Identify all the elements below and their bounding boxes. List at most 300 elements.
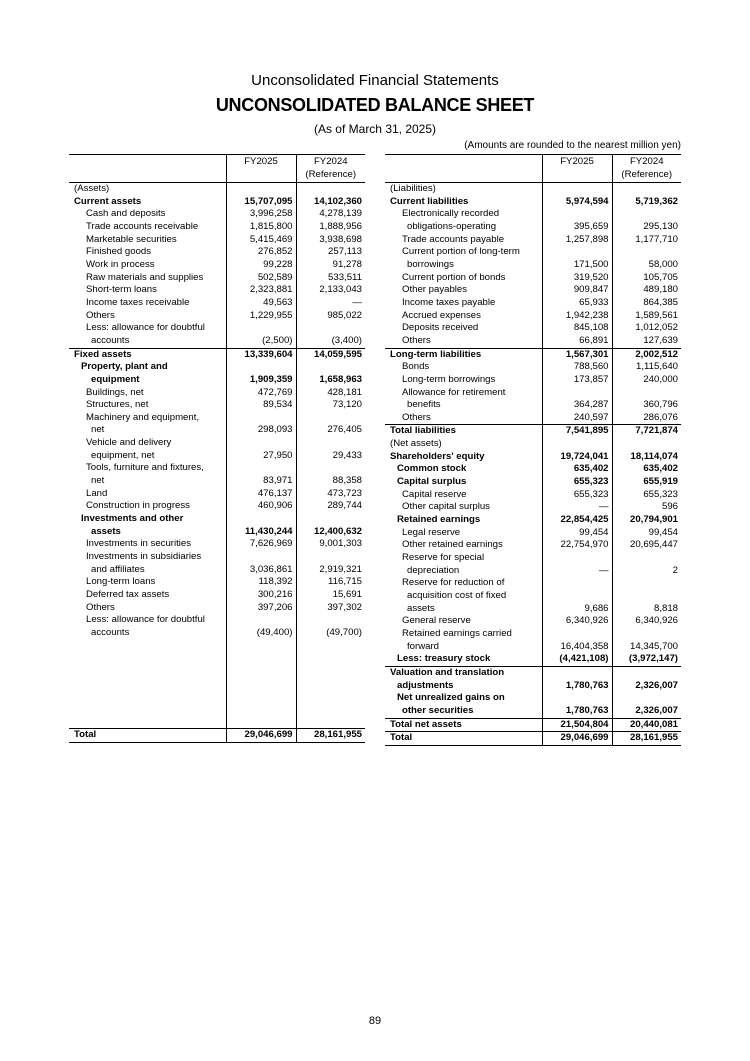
assets-fy2025-value — [226, 551, 296, 564]
assets-row — [69, 374, 365, 387]
liabilities-row — [385, 425, 681, 438]
liabilities-fy2024-value — [612, 628, 681, 641]
assets-row — [69, 589, 365, 602]
assets-fy2024-value: 88,358 — [332, 475, 362, 487]
assets-row-label: and affiliates — [69, 564, 226, 577]
liabilities-row — [385, 310, 681, 323]
assets-row-label: Land — [69, 488, 226, 501]
liabilities-row — [385, 284, 681, 297]
assets-fy2025-value: 13,339,604 — [226, 348, 296, 361]
liabilities-row-label: Total liabilities — [385, 425, 542, 438]
liabilities-fy2024-value: 58,000 — [648, 258, 678, 270]
assets-row-label: Structures, net — [69, 399, 226, 412]
assets-row — [69, 183, 365, 196]
assets-row-label: Short-term loans — [69, 284, 226, 297]
assets-fy2025-value: 15,707,095 — [226, 196, 296, 209]
liabilities-fy2025-value: 171,500 — [542, 259, 612, 272]
assets-row-label: Investments in securities — [69, 538, 226, 551]
liabilities-row — [385, 234, 681, 247]
assets-fy2025-value: 29,046,699 — [226, 729, 296, 743]
assets-fy2024-value: 1,658,963 — [319, 373, 362, 385]
assets-fy2024-value: 15,691 — [332, 589, 362, 600]
liabilities-row — [385, 514, 681, 527]
liabilities-row-label: General reserve — [385, 615, 542, 628]
liabilities-row — [385, 183, 681, 196]
assets-fy2025-value — [226, 513, 296, 526]
liabilities-fy2024-value — [612, 552, 681, 565]
assets-row-label: assets — [69, 526, 226, 539]
liabilities-fy2025-value: 635,402 — [542, 463, 612, 476]
liabilities-fy2024-value — [612, 577, 681, 590]
assets-row-label: Total — [69, 729, 226, 743]
liabilities-fy2025-value — [542, 246, 612, 259]
assets-fy2025-value — [226, 614, 296, 627]
liabilities-fy2024-value: 286,076 — [643, 411, 678, 423]
assets-row-label: Finished goods — [69, 246, 226, 259]
liabilities-fy2025-value: 845,108 — [542, 322, 612, 335]
assets-row — [69, 284, 365, 297]
liabilities-row — [385, 590, 681, 603]
liabilities-row-label: Net unrealized gains on — [385, 692, 542, 705]
assets-fy2025-value: 1,909,359 — [226, 374, 296, 387]
liabilities-fy2024-value: 28,161,955 — [612, 732, 681, 746]
statement-subtitle: Unconsolidated Financial Statements — [251, 72, 499, 89]
assets-fy2025-value: 3,996,258 — [226, 208, 296, 221]
liabilities-fy2025-value: 99,454 — [542, 527, 612, 540]
liabilities-fy2025-value: 909,847 — [542, 284, 612, 297]
assets-row-label: Trade accounts receivable — [69, 221, 226, 234]
liabilities-row-label: Current portion of bonds — [385, 272, 542, 285]
liabilities-fy2025-header: FY2025 — [542, 155, 612, 183]
assets-fy2024-value — [296, 551, 365, 564]
liabilities-fy2025-value: — — [542, 501, 612, 514]
liabilities-row-label: Accrued expenses — [385, 310, 542, 323]
assets-row — [69, 450, 365, 463]
assets-fy2024-value: 4,278,139 — [319, 208, 362, 220]
liabilities-fy2024-value — [612, 208, 681, 221]
assets-row-label: Fixed assets — [69, 348, 226, 361]
liabilities-row-label: forward — [385, 641, 542, 654]
assets-row — [69, 627, 365, 640]
liabilities-row — [385, 718, 681, 732]
liabilities-fy2025-value: 6,340,926 — [542, 615, 612, 628]
liabilities-fy2024-value: 655,323 — [643, 488, 678, 500]
assets-row — [69, 564, 365, 577]
liabilities-fy2025-value — [542, 552, 612, 565]
liabilities-fy2024-value: 14,345,700 — [629, 640, 678, 652]
assets-fy2024-value — [296, 703, 365, 716]
assets-fy2025-value — [226, 322, 296, 335]
liabilities-fy2025-value — [542, 666, 612, 679]
assets-fy2025-value: 5,415,469 — [226, 234, 296, 247]
assets-fy2024-value — [296, 652, 365, 665]
liabilities-row-label: other securities — [385, 705, 542, 718]
assets-fy2024-value: 1,888,956 — [319, 220, 362, 232]
liabilities-row — [385, 476, 681, 489]
assets-fy2025-value: 83,971 — [226, 475, 296, 488]
liabilities-fy2025-value: 319,520 — [542, 272, 612, 285]
assets-fy2025-value: 27,950 — [226, 450, 296, 463]
assets-fy2024-value: 116,715 — [328, 576, 362, 588]
liabilities-fy2025-value: (4,421,108) — [542, 653, 612, 666]
liabilities-fy2024-value: 1,589,561 — [635, 309, 678, 321]
liabilities-fy2024-value: 5,719,362 — [635, 195, 678, 207]
liabilities-row-label: depreciation — [385, 565, 542, 578]
assets-fy2024-value: 9,001,303 — [319, 538, 362, 550]
liabilities-fy2024-value — [612, 183, 681, 196]
liabilities-fy2025-value: 655,323 — [542, 489, 612, 502]
assets-row-label — [69, 716, 226, 729]
assets-fy2025-value — [226, 665, 296, 678]
liabilities-row — [385, 641, 681, 654]
assets-row-label — [69, 665, 226, 678]
liabilities-row-label: Capital reserve — [385, 489, 542, 502]
assets-fy2024-value: 2,133,043 — [319, 284, 362, 296]
liabilities-fy2024-value: 1,115,640 — [636, 361, 678, 373]
assets-row-label: Investments in subsidiaries — [69, 551, 226, 564]
assets-row-label: Current assets — [69, 196, 226, 209]
liabilities-row-label: Reserve for reduction of — [385, 577, 542, 590]
liabilities-fy2025-value: 7,541,895 — [542, 425, 612, 438]
liabilities-fy2024-value: 105,705 — [643, 271, 678, 283]
liabilities-row-label: Trade accounts payable — [385, 234, 542, 247]
liabilities-fy2024-value: 20,794,901 — [629, 514, 678, 526]
assets-row — [69, 272, 365, 285]
liabilities-header-row — [385, 155, 681, 183]
assets-row — [69, 322, 365, 335]
liabilities-row — [385, 463, 681, 476]
assets-fy2024-value: 28,161,955 — [296, 729, 365, 743]
liabilities-row-label: Current portion of long-term — [385, 246, 542, 259]
assets-row-label: Work in process — [69, 259, 226, 272]
liabilities-row-label: Total — [385, 732, 542, 746]
liabilities-fy2025-value: — — [542, 565, 612, 578]
liabilities-fy2024-value: 2,326,007 — [635, 704, 678, 716]
assets-fy2024-value — [296, 412, 365, 425]
liabilities-fy2025-value: 655,323 — [542, 476, 612, 489]
liabilities-table — [385, 154, 681, 746]
liabilities-row-label: Current liabilities — [385, 196, 542, 209]
assets-fy2024-value — [296, 462, 365, 475]
assets-fy2024-value: 29,433 — [332, 449, 362, 461]
liabilities-fy2024-value: 240,000 — [643, 373, 678, 385]
assets-fy2025-value — [226, 716, 296, 729]
liabilities-row-label: Legal reserve — [385, 527, 542, 540]
assets-row-label: equipment — [69, 374, 226, 387]
liabilities-fy2024-value: 596 — [661, 501, 678, 513]
assets-fy2025-value: 99,228 — [226, 259, 296, 272]
liabilities-row — [385, 653, 681, 666]
assets-fy2025-value — [226, 652, 296, 665]
liabilities-row — [385, 577, 681, 590]
liabilities-row — [385, 438, 681, 451]
liabilities-fy2025-value: 173,857 — [542, 374, 612, 387]
assets-fy2024-value — [296, 183, 365, 196]
liabilities-row — [385, 348, 681, 361]
assets-fy2025-value: 2,323,881 — [226, 284, 296, 297]
assets-fy2024-value: 428,181 — [327, 386, 362, 398]
assets-row — [69, 259, 365, 272]
liabilities-row-label: adjustments — [385, 680, 542, 693]
liabilities-row — [385, 666, 681, 679]
assets-fy2024-value: (3,400) — [331, 334, 362, 346]
liabilities-row — [385, 451, 681, 464]
liabilities-fy2025-value — [542, 590, 612, 603]
assets-row-label — [69, 652, 226, 665]
liabilities-row-label: Deposits received — [385, 322, 542, 335]
assets-fy2025-value — [226, 462, 296, 475]
liabilities-row — [385, 412, 681, 425]
liabilities-row-label: Reserve for special — [385, 552, 542, 565]
liabilities-fy2025-value: 16,404,358 — [542, 641, 612, 654]
liabilities-row — [385, 259, 681, 272]
assets-row — [69, 208, 365, 221]
assets-fy2025-header: FY2025 — [226, 155, 296, 183]
liabilities-row — [385, 615, 681, 628]
liabilities-fy2025-value: 1,567,301 — [542, 348, 612, 361]
liabilities-fy2025-value: 65,933 — [542, 297, 612, 310]
liabilities-row — [385, 501, 681, 514]
assets-fy2024-value: 14,102,360 — [313, 195, 362, 207]
assets-row — [69, 614, 365, 627]
assets-row-label: accounts — [69, 627, 226, 640]
assets-row-label: Less: allowance for doubtful — [69, 614, 226, 627]
assets-row-label: Investments and other — [69, 513, 226, 526]
assets-row-label: (Assets) — [69, 183, 226, 196]
assets-row — [69, 361, 365, 374]
liabilities-row-label: Shareholders' equity — [385, 451, 542, 464]
liabilities-fy2024-value: 20,440,081 — [612, 718, 681, 732]
assets-row — [69, 716, 365, 729]
assets-row — [69, 513, 365, 526]
assets-row — [69, 196, 365, 209]
assets-row-label: Tools, furniture and fixtures, — [69, 462, 226, 475]
assets-row-label: Less: allowance for doubtful — [69, 322, 226, 335]
liabilities-row — [385, 272, 681, 285]
liabilities-row — [385, 196, 681, 209]
liabilities-row-label: Others — [385, 335, 542, 348]
assets-row — [69, 387, 365, 400]
assets-fy2025-value — [226, 183, 296, 196]
liabilities-row-label: Bonds — [385, 361, 542, 374]
liabilities-row — [385, 539, 681, 552]
liabilities-fy2024-value: 127,639 — [643, 334, 678, 346]
assets-fy2025-value: 1,229,955 — [226, 310, 296, 323]
liabilities-row-label: Other payables — [385, 284, 542, 297]
liabilities-row — [385, 297, 681, 310]
assets-fy2024-value — [296, 665, 365, 678]
liabilities-row-label: Other retained earnings — [385, 539, 542, 552]
assets-row — [69, 500, 365, 513]
assets-fy2024-value: 397,302 — [327, 601, 362, 613]
assets-fy2025-value: 49,563 — [226, 297, 296, 310]
liabilities-fy2025-value: 22,854,425 — [542, 514, 612, 527]
assets-fy2025-value: 300,216 — [226, 589, 296, 602]
assets-row — [69, 246, 365, 259]
assets-row — [69, 399, 365, 412]
assets-table — [69, 154, 365, 743]
assets-fy2024-value: — — [352, 296, 362, 308]
assets-row — [69, 221, 365, 234]
liabilities-fy2024-value: 8,818 — [653, 602, 678, 614]
assets-row-label: Income taxes receivable — [69, 297, 226, 310]
assets-row — [69, 678, 365, 691]
liabilities-row-label: Income taxes payable — [385, 297, 542, 310]
liabilities-row — [385, 387, 681, 400]
liabilities-fy2024-value: 20,695,447 — [629, 539, 678, 551]
assets-fy2025-value: 460,906 — [226, 500, 296, 513]
assets-fy2024-value: 91,278 — [332, 258, 362, 270]
assets-row — [69, 690, 365, 703]
liabilities-row — [385, 565, 681, 578]
liabilities-row-label: (Net assets) — [385, 438, 542, 451]
liabilities-fy2024-value: 864,385 — [643, 296, 678, 308]
assets-row — [69, 576, 365, 589]
assets-fy2024-value — [296, 322, 365, 335]
assets-fy2024-value: 73,120 — [332, 399, 362, 411]
assets-fy2024-header: FY2024 (Reference) — [305, 156, 357, 180]
assets-label-header — [69, 155, 226, 183]
liabilities-fy2025-value: 9,686 — [542, 603, 612, 616]
assets-fy2025-value: (49,400) — [226, 627, 296, 640]
liabilities-row-label: Common stock — [385, 463, 542, 476]
statement-date: (As of March 31, 2025) — [313, 122, 437, 136]
assets-fy2025-value: 118,392 — [226, 576, 296, 589]
assets-row — [69, 538, 365, 551]
assets-row — [69, 526, 365, 539]
assets-fy2025-value: 276,852 — [226, 246, 296, 259]
assets-row-label: Buildings, net — [69, 387, 226, 400]
assets-fy2024-value: 985,022 — [327, 309, 362, 321]
liabilities-row — [385, 705, 681, 718]
liabilities-row-label: Long-term borrowings — [385, 374, 542, 387]
liabilities-fy2025-value — [542, 577, 612, 590]
liabilities-fy2024-header: FY2024 (Reference) — [621, 156, 673, 180]
assets-row — [69, 348, 365, 361]
liabilities-row-label: Long-term liabilities — [385, 348, 542, 361]
liabilities-row — [385, 399, 681, 412]
assets-fy2024-value: 2,919,321 — [319, 563, 362, 575]
liabilities-row-label: obligations-operating — [385, 221, 542, 234]
assets-row — [69, 488, 365, 501]
assets-row — [69, 551, 365, 564]
assets-row — [69, 297, 365, 310]
liabilities-row-label: Capital surplus — [385, 476, 542, 489]
liabilities-fy2024-value: (3,972,147) — [628, 653, 678, 665]
assets-row-label: Vehicle and delivery — [69, 437, 226, 450]
assets-row-label: Machinery and equipment, — [69, 412, 226, 425]
assets-row-label — [69, 640, 226, 653]
liabilities-row-label: Others — [385, 412, 542, 425]
liabilities-row-label: Electronically recorded — [385, 208, 542, 221]
assets-fy2025-value: 502,589 — [226, 272, 296, 285]
liabilities-fy2025-value: 1,780,763 — [542, 680, 612, 693]
liabilities-fy2025-value: 22,754,970 — [542, 539, 612, 552]
liabilities-row-label: Less: treasury stock — [385, 653, 542, 666]
liabilities-row-label: acquisition cost of fixed — [385, 590, 542, 603]
assets-fy2025-value: (2,500) — [226, 335, 296, 348]
assets-row — [69, 424, 365, 437]
assets-fy2024-value — [296, 678, 365, 691]
liabilities-row-label: Total net assets — [385, 718, 542, 732]
assets-row — [69, 234, 365, 247]
liabilities-fy2024-value: 489,180 — [643, 284, 678, 296]
liabilities-fy2024-value: 655,919 — [643, 476, 678, 488]
liabilities-fy2025-value: 788,560 — [542, 361, 612, 374]
assets-fy2024-value: 276,405 — [327, 424, 362, 436]
liabilities-fy2025-value: 1,780,763 — [542, 705, 612, 718]
units-note: (Amounts are rounded to the nearest million yen) — [464, 140, 681, 151]
assets-fy2024-value — [296, 640, 365, 653]
assets-row-label: Property, plant and — [69, 361, 226, 374]
liabilities-row — [385, 628, 681, 641]
assets-fy2025-value: 1,815,800 — [226, 221, 296, 234]
liabilities-fy2025-value — [542, 183, 612, 196]
liabilities-row-label: assets — [385, 603, 542, 616]
liabilities-fy2024-value — [612, 590, 681, 603]
liabilities-fy2024-value — [612, 666, 681, 679]
assets-fy2024-value — [296, 716, 365, 729]
assets-fy2024-value: 257,113 — [328, 246, 362, 258]
liabilities-fy2025-value — [542, 387, 612, 400]
assets-row-label: Others — [69, 310, 226, 323]
liabilities-fy2024-value: 1,012,052 — [635, 322, 678, 334]
liabilities-fy2025-value: 1,942,238 — [542, 310, 612, 323]
assets-row — [69, 437, 365, 450]
liabilities-fy2024-value: 635,402 — [643, 463, 678, 475]
assets-row-label: Cash and deposits — [69, 208, 226, 221]
liabilities-row — [385, 603, 681, 616]
liabilities-fy2024-value: 1,177,710 — [635, 233, 678, 245]
liabilities-row — [385, 335, 681, 348]
liabilities-row — [385, 208, 681, 221]
assets-fy2024-value: 533,511 — [328, 271, 362, 283]
liabilities-fy2025-value: 5,974,594 — [542, 196, 612, 209]
assets-row-label: Others — [69, 602, 226, 615]
liabilities-fy2025-value: 66,891 — [542, 335, 612, 348]
assets-fy2025-value — [226, 678, 296, 691]
assets-row-label — [69, 678, 226, 691]
liabilities-row-label: Retained earnings — [385, 514, 542, 527]
liabilities-fy2024-value: 2 — [672, 564, 678, 576]
assets-fy2024-value — [296, 437, 365, 450]
liabilities-fy2025-value: 395,659 — [542, 221, 612, 234]
assets-row-label: equipment, net — [69, 450, 226, 463]
assets-row-label — [69, 703, 226, 716]
assets-fy2024-value: 12,400,632 — [313, 525, 362, 537]
liabilities-row — [385, 527, 681, 540]
assets-fy2024-value: 3,938,698 — [319, 233, 362, 245]
assets-row — [69, 703, 365, 716]
liabilities-row-label: borrowings — [385, 259, 542, 272]
liabilities-label-header — [385, 155, 542, 183]
liabilities-row — [385, 692, 681, 705]
assets-fy2025-value — [226, 437, 296, 450]
assets-row — [69, 310, 365, 323]
assets-fy2025-value: 476,137 — [226, 488, 296, 501]
assets-row-label: Marketable securities — [69, 234, 226, 247]
assets-fy2025-value: 472,769 — [226, 387, 296, 400]
assets-row — [69, 729, 365, 743]
liabilities-fy2025-value: 364,287 — [542, 399, 612, 412]
liabilities-fy2024-value: 295,130 — [643, 220, 678, 232]
assets-fy2025-value: 7,626,969 — [226, 538, 296, 551]
assets-row-label: net — [69, 424, 226, 437]
liabilities-fy2024-value: 2,326,007 — [635, 679, 678, 691]
assets-fy2025-value: 397,206 — [226, 602, 296, 615]
liabilities-fy2024-value — [612, 692, 681, 705]
liabilities-row — [385, 221, 681, 234]
